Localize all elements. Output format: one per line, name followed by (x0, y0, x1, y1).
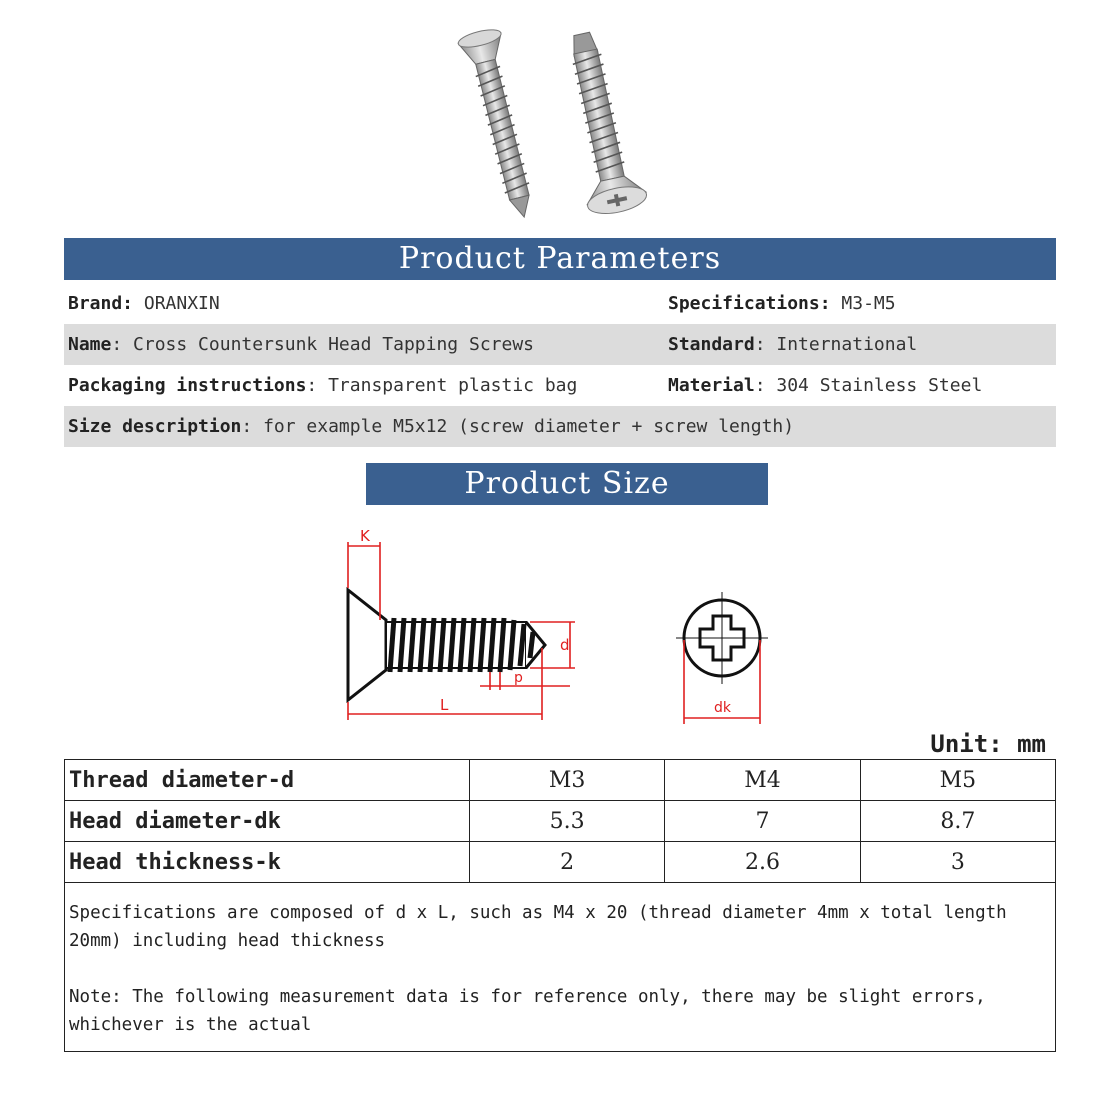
size-table (64, 759, 1056, 1052)
name-value: : Cross Countersunk Head Tapping Screws (111, 334, 534, 355)
standard-key: Standard (668, 334, 755, 355)
cell-value: 2 (470, 842, 665, 883)
product-photo (440, 20, 660, 230)
specifications-key: Specifications: (668, 293, 831, 314)
measurement-note: Note: The following measurement data is for reference only, there may be slight errors, whichever is the actual (69, 987, 986, 1035)
packaging-field (64, 375, 664, 396)
row-label: Thread diameter-d (65, 760, 470, 801)
packaging-value: : Transparent plastic bag (306, 375, 578, 396)
d-label: d (560, 636, 570, 654)
cell-value: 7 (665, 801, 860, 842)
parameters-table (64, 283, 1056, 447)
row-label: Head diameter-dk (65, 801, 470, 842)
specifications-value: M3-M5 (830, 293, 896, 314)
params-row-4 (64, 406, 1056, 447)
cell-value: 3 (860, 842, 1055, 883)
cell-value: 8.7 (860, 801, 1055, 842)
specifications-field (664, 293, 896, 314)
params-row-2 (64, 324, 1056, 365)
cell-value: 2.6 (665, 842, 860, 883)
table-row (65, 760, 1056, 801)
product-parameters-banner: Product Parameters (64, 238, 1056, 280)
p-label: p (514, 670, 523, 686)
material-key: Material (668, 375, 755, 396)
k-label: K (360, 527, 370, 545)
size-description-field (64, 416, 794, 437)
standard-value: : International (754, 334, 918, 355)
l-label: L (440, 696, 449, 714)
size-description-key: Size description (68, 416, 242, 437)
note-row (65, 883, 1056, 1052)
params-row-1 (64, 283, 1056, 324)
table-row (65, 801, 1056, 842)
params-row-3 (64, 365, 1056, 406)
cell-value: M4 (665, 760, 860, 801)
cell-value: M5 (860, 760, 1055, 801)
packaging-key: Packaging instructions (68, 375, 307, 396)
table-row (65, 842, 1056, 883)
brand-field (64, 293, 664, 314)
dk-label: dk (714, 700, 731, 716)
name-field (64, 334, 664, 355)
standard-field (664, 334, 917, 355)
head-top-view (676, 592, 768, 684)
size-description-value: : for example M5x12 (screw diameter + screw length) (241, 416, 795, 437)
cell-value: 5.3 (470, 801, 665, 842)
screw-dimension-diagram (330, 520, 790, 730)
material-value: : 304 Stainless Steel (754, 375, 983, 396)
row-label: Head thickness-k (65, 842, 470, 883)
unit-label: Unit: mm (930, 730, 1046, 758)
spec-composition-note: Specifications are composed of d x L, such as M4 x 20 (thread diameter 4mm x total length 20mm) including head thickness (69, 903, 1007, 951)
name-key: Name (68, 334, 112, 355)
brand-value: ORANXIN (133, 293, 220, 314)
brand-key: Brand: (68, 293, 134, 314)
notes-cell (65, 883, 1056, 1052)
cell-value: M3 (470, 760, 665, 801)
material-field (664, 375, 982, 396)
product-size-banner: Product Size (366, 463, 768, 505)
